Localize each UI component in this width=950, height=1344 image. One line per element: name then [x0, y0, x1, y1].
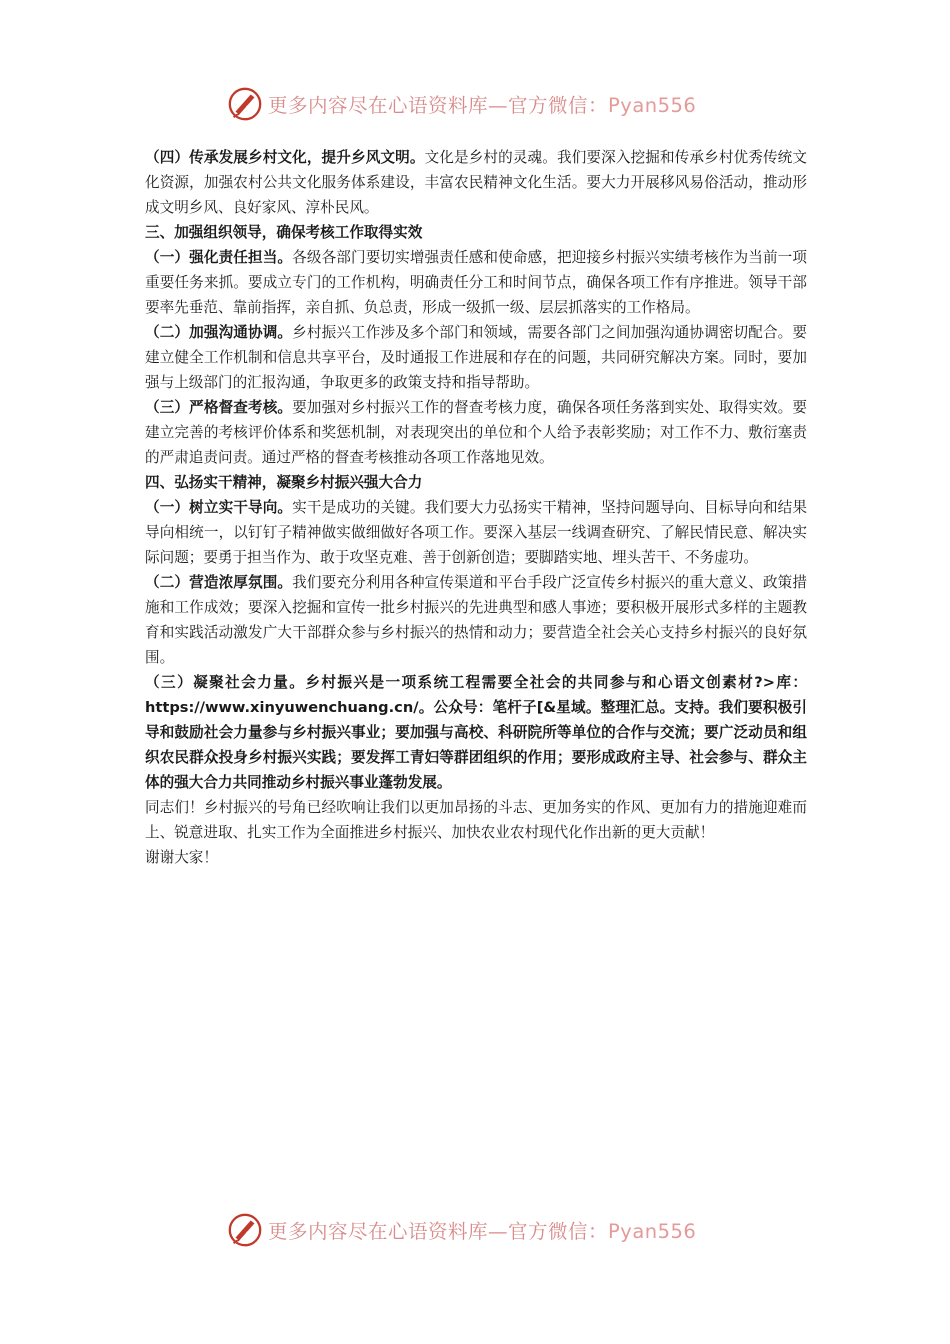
pen-circle-logo-icon	[226, 1211, 264, 1249]
header-banner	[226, 82, 746, 126]
paragraph	[145, 395, 807, 470]
section-heading: 三、加强组织领导，确保考核工作取得实效	[145, 224, 423, 241]
paragraph-lead: （二）营造浓厚氛围。	[145, 574, 293, 591]
document-body	[145, 145, 807, 870]
paragraph-text: 文化是乡村的灵魂。我们要深入挖掘和传承乡村优秀传统文化资源，加强农村公共文化服务体系建设，丰富农民精神文化生活。要大力开展移风易俗活动，推动形成文明乡风、良好家风、淳朴民风。	[145, 149, 807, 216]
paragraph-text: （三）凝聚社会力量。乡村振兴是一项系统工程需要全社会的共同参与和心语文创素材?>库：https://www.xinyuwenchuang.cn/。公众号：笔杆子[&星域。整理汇总。支持。我们要积极引导和鼓励社会力量参与乡村振兴事业；要加强与高校、科研院所等单位的合作与交流；要广泛动员和组织农民群众投身乡村振兴实践；要发挥工青妇等群团组织的作用；要形成政府主导、社会参与、群众主体的强大合力共同推动乡村振兴事业蓬勃发展。	[145, 674, 807, 791]
pen-circle-logo-icon	[226, 85, 264, 123]
paragraph	[145, 145, 807, 220]
banner-text: 更多内容尽在心语资料库—官方微信：Pyan556	[268, 94, 697, 117]
wechat-id: Pyan556	[608, 94, 697, 117]
paragraph-text: 各级各部门要切实增强责任感和使命感，把迎接乡村振兴实绩考核作为当前一项重要任务来抓。要成立专门的工作机构，明确责任分工和时间节点，确保各项工作有序推进。领导干部要率先垂范、靠前指挥，亲自抓、负总责，形成一级抓一级、层层抓落实的工作格局。	[145, 249, 807, 316]
paragraph-text: 要加强对乡村振兴工作的督查考核力度，确保各项任务落到实处、取得实效。要建立完善的考核评价体系和奖惩机制，对表现突出的单位和个人给予表彰奖励；对工作不力、敷衍塞责的严肃追责问责。通过严格的督查考核推动各项工作落地见效。	[145, 399, 807, 466]
banner-text: 更多内容尽在心语资料库—官方微信：Pyan556	[268, 1220, 697, 1243]
paragraph	[145, 570, 807, 670]
paragraph-lead: （一）强化责任担当。	[145, 249, 293, 266]
closing-thanks: 谢谢大家！	[145, 849, 218, 866]
paragraph-lead: （三）严格督查考核。	[145, 399, 293, 416]
section-heading: 四、弘扬实干精神，凝聚乡村振兴强大合力	[145, 474, 423, 491]
paragraph-text: 乡村振兴工作涉及多个部门和领域，需要各部门之间加强沟通协调密切配合。要建立健全工作机制和信息共享平台，及时通报工作进展和存在的问题，共同研究解决方案。同时，要加强与上级部门的汇报沟通，争取更多的政策支持和指导帮助。	[145, 324, 807, 391]
footer-banner	[226, 1208, 746, 1252]
paragraph	[145, 495, 807, 570]
closing-paragraph: 同志们！乡村振兴的号角已经吹响让我们以更加昂扬的斗志、更加务实的作风、更加有力的措施迎难而上、锐意进取、扎实工作为全面推进乡村振兴、加快农业农村现代化作出新的更大贡献！	[145, 799, 807, 841]
paragraph-watermarked	[145, 670, 807, 795]
paragraph	[145, 245, 807, 320]
paragraph-lead: （四）传承发展乡村文化，提升乡风文明。	[145, 149, 425, 166]
wechat-id: Pyan556	[608, 1220, 697, 1243]
paragraph-text: 实干是成功的关键。我们要大力弘扬实干精神，坚持问题导向、目标导向和结果导向相统一，以钉钉子精神做实做细做好各项工作。要深入基层一线调查研究、了解民情民意、解决实际问题；要勇于担当作为、敢于攻坚克难、善于创新创造；要脚踏实地、埋头苦干、不务虚功。	[145, 499, 807, 566]
paragraph-lead: （一）树立实干导向。	[145, 499, 293, 516]
paragraph-text: 我们要充分利用各种宣传渠道和平台手段广泛宣传乡村振兴的重大意义、政策措施和工作成效；要深入挖掘和宣传一批乡村振兴的先进典型和感人事迹；要积极开展形式多样的主题教育和实践活动激发广大干部群众参与乡村振兴的热情和动力；要营造全社会关心支持乡村振兴的良好氛围。	[145, 574, 807, 666]
paragraph-lead: （二）加强沟通协调。	[145, 324, 293, 341]
paragraph	[145, 320, 807, 395]
